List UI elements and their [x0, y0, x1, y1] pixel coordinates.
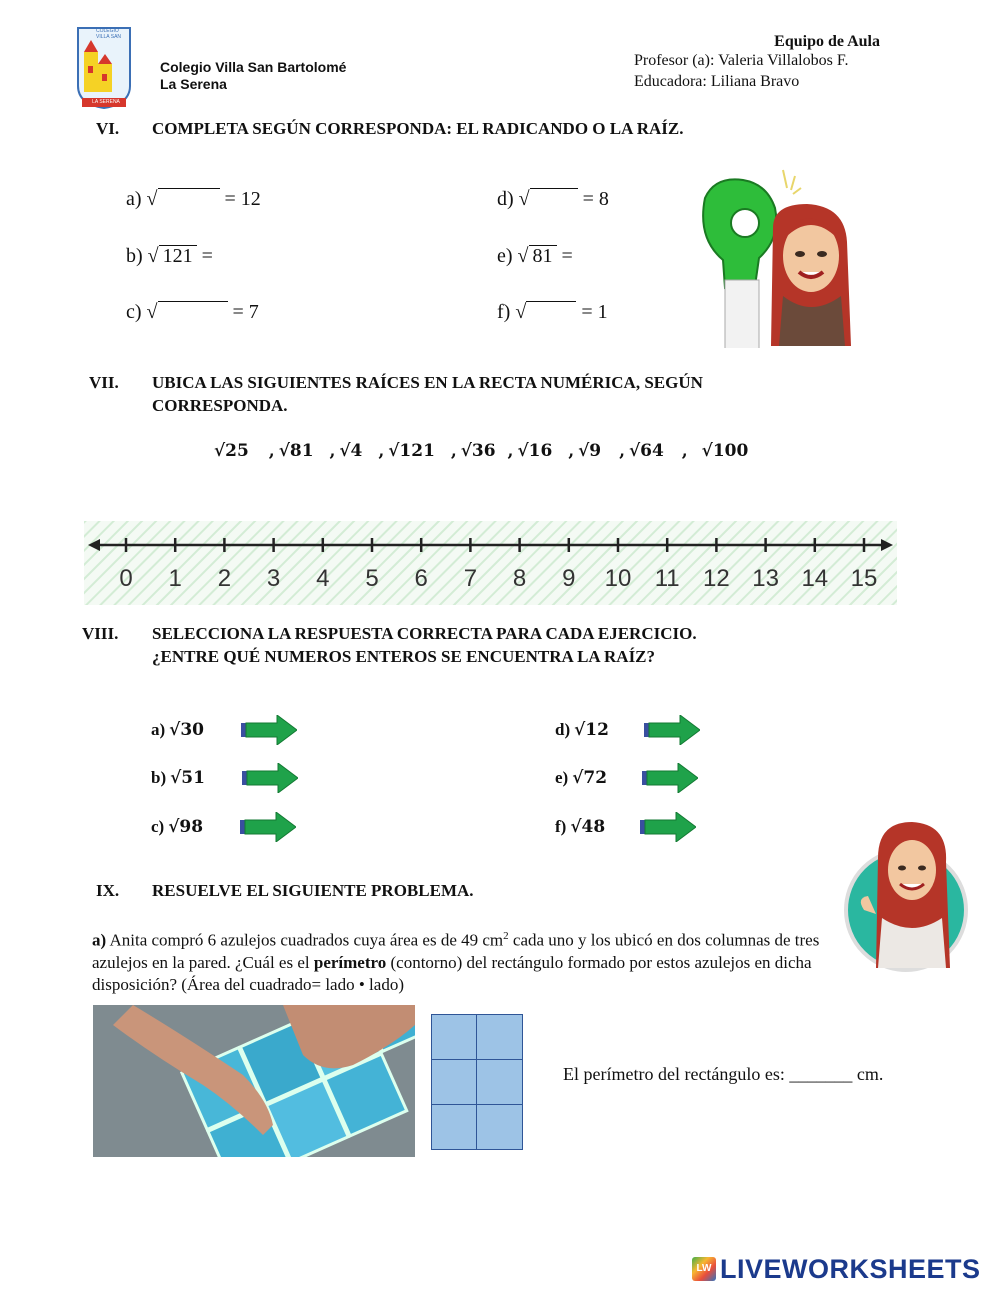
- number-line-label[interactable]: 12: [703, 565, 730, 592]
- school-name: Colegio Villa San Bartolomé: [160, 59, 347, 75]
- arrow-right-icon[interactable]: [241, 715, 297, 745]
- root-expression: √51: [170, 768, 205, 788]
- item-label: d): [555, 720, 571, 739]
- number-line-label[interactable]: 4: [316, 565, 330, 592]
- radicand-input[interactable]: [158, 301, 228, 322]
- section-7-title-line2: CORRESPONDA.: [152, 396, 288, 415]
- exercise-6f: [497, 301, 608, 324]
- liveworksheets-text: LIVEWORKSHEETS: [720, 1253, 981, 1284]
- item-label: c): [126, 301, 142, 323]
- section-9-number: IX.: [96, 881, 120, 900]
- number-line-label[interactable]: 13: [752, 565, 779, 592]
- radical-sign: √: [146, 301, 158, 323]
- logo-text-bottom: LA SERENA: [92, 99, 120, 105]
- root-value: = 8: [582, 188, 609, 210]
- section-9-title: RESUELVE EL SIGUIENTE PROBLEMA.: [152, 881, 474, 900]
- tiles-diagram: [431, 1014, 523, 1150]
- teacher-avatar-thumbs-up: [842, 818, 970, 974]
- tile: [431, 1104, 477, 1150]
- tile: [476, 1104, 523, 1150]
- arrow-right-icon[interactable]: [242, 763, 298, 793]
- root-value: = 1: [581, 301, 608, 323]
- liveworksheets-badge-icon: LW: [692, 1257, 716, 1281]
- number-line-label[interactable]: 10: [604, 565, 632, 592]
- number-line-label[interactable]: 5: [365, 565, 379, 592]
- exercise-6c: [126, 301, 259, 324]
- exercise-8f: [555, 812, 696, 842]
- radical-sign: √: [147, 245, 159, 267]
- problem-part2: cada uno y los ubicó en dos columnas de tres azulejos en la pared. ¿Cuál es el: [92, 930, 820, 972]
- number-line-label[interactable]: 3: [266, 565, 281, 592]
- root-chip[interactable]: √25: [214, 441, 249, 461]
- root-expression: √72: [572, 768, 608, 788]
- item-label: b): [126, 245, 143, 267]
- exercise-8c: [151, 812, 296, 842]
- educator-name: Educadora: Liliana Bravo: [634, 73, 800, 90]
- arrow-right-icon[interactable]: [640, 812, 696, 842]
- root-expression: √12: [574, 720, 609, 740]
- problem-superscript: 2: [503, 930, 509, 942]
- root-chip[interactable]: √4: [339, 441, 363, 461]
- radical-sign: √: [146, 188, 158, 210]
- tile: [431, 1014, 477, 1060]
- root-expression: √48: [570, 817, 606, 837]
- exercise-8a: [151, 715, 297, 745]
- exercise-8d: [555, 715, 700, 745]
- root-chip[interactable]: √100: [701, 441, 749, 461]
- number-line-label[interactable]: 14: [801, 565, 829, 592]
- problem-text: [92, 925, 852, 996]
- number-line-label[interactable]: 1: [168, 565, 182, 592]
- radicand-input[interactable]: [530, 188, 578, 209]
- exercise-6b: [126, 245, 213, 268]
- radical-sign: √: [518, 188, 530, 210]
- problem-part3: (contorno) del rectángulo formado por estos azulejos en dicha disposición? (Área del cuadrado= lado • lado): [92, 952, 812, 994]
- teacher-name: Profesor (a): Valeria Villalobos F.: [634, 52, 849, 69]
- number-line-label[interactable]: 9: [562, 565, 576, 592]
- item-label: e): [497, 245, 513, 267]
- number-line-label[interactable]: 0: [119, 565, 133, 592]
- root-expression: √98: [168, 817, 204, 837]
- number-line-label[interactable]: 7: [463, 565, 478, 592]
- radicand-value: 121: [159, 245, 197, 266]
- tile: [476, 1059, 523, 1105]
- school-city: La Serena: [160, 76, 227, 92]
- section-8-title-line2: ¿ENTRE QUÉ NUMEROS ENTEROS SE ENCUENTRA LA RAÍZ?: [152, 647, 656, 666]
- exercise-8b: [151, 763, 298, 793]
- root-value: = 7: [232, 301, 259, 323]
- radical-sign: √: [517, 245, 529, 267]
- item-label: f): [555, 817, 567, 836]
- problem-label: a): [92, 930, 107, 950]
- section-8-title-line1: SELECCIONA LA RESPUESTA CORRECTA PARA CADA EJERCICIO.: [152, 624, 697, 643]
- arrow-right-icon[interactable]: [240, 812, 296, 842]
- radical-sign: √: [515, 301, 527, 323]
- item-label: b): [151, 768, 167, 787]
- root-chip[interactable]: √121: [388, 441, 435, 461]
- section-6-title: COMPLETA SEGÚN CORRESPONDA: EL RADICANDO O LA RAÍZ.: [152, 119, 684, 138]
- problem-part1: Anita compró 6 azulejos cuadrados cuya área es de 49 cm: [106, 930, 504, 950]
- number-line-label[interactable]: 15: [850, 565, 878, 592]
- item-label: a): [126, 188, 142, 210]
- root-expression: √30: [169, 720, 205, 740]
- arrow-right-icon[interactable]: [644, 715, 700, 745]
- exercise-6a: [126, 188, 261, 211]
- section-6-number: VI.: [96, 119, 120, 138]
- radicand-value: 81: [529, 245, 557, 266]
- root-chip[interactable]: √16: [517, 441, 553, 461]
- tile: [431, 1059, 477, 1105]
- root-answer-input[interactable]: =: [561, 245, 573, 267]
- exercise-8e: [555, 763, 698, 793]
- item-label: c): [151, 817, 165, 836]
- section-8-number: VIII.: [82, 624, 119, 643]
- number-line-label[interactable]: 6: [414, 565, 428, 592]
- item-label: d): [497, 188, 514, 210]
- tiles-photo: [93, 1005, 415, 1157]
- item-label: f): [497, 301, 511, 323]
- section-7-number: VII.: [89, 373, 119, 392]
- number-line-label[interactable]: 2: [217, 565, 232, 592]
- item-label: e): [555, 768, 569, 787]
- root-chip[interactable]: √9: [578, 441, 602, 461]
- root-answer-input[interactable]: =: [201, 245, 213, 267]
- exercise-6d: [497, 188, 609, 211]
- root-chip[interactable]: √64: [628, 441, 664, 461]
- logo-text-top: COLEGIO VILLA SAN: [96, 28, 122, 40]
- perimeter-answer-line[interactable]: El perímetro del rectángulo es: _______ cm.: [563, 1064, 884, 1084]
- root-chip[interactable]: √81: [278, 441, 314, 461]
- radicand-input[interactable]: [158, 188, 220, 209]
- section-7-title-line1: UBICA LAS SIGUIENTES RAÍCES EN LA RECTA NUMÉRICA, SEGÚN: [152, 373, 703, 392]
- tile: [476, 1014, 523, 1060]
- root-value: = 12: [224, 188, 261, 210]
- team-title: Equipo de Aula: [774, 33, 880, 50]
- school-logo: [76, 26, 132, 110]
- teacher-avatar-foam-hand: [695, 168, 865, 348]
- arrow-right-icon[interactable]: [642, 763, 698, 793]
- problem-bold-word: perímetro: [313, 952, 387, 972]
- root-chip[interactable]: √36: [460, 441, 496, 461]
- roots-list: √25 , √81 , √4 , √121 , √36 , √16 , √9 , √64 , √100: [214, 441, 749, 461]
- liveworksheets-logo: [692, 1254, 981, 1284]
- number-line-label[interactable]: 11: [654, 565, 680, 592]
- exercise-6e: [497, 245, 573, 268]
- number-line-label[interactable]: 8: [512, 565, 527, 592]
- radicand-input[interactable]: [526, 301, 576, 322]
- item-label: a): [151, 720, 166, 739]
- number-line: [84, 521, 897, 605]
